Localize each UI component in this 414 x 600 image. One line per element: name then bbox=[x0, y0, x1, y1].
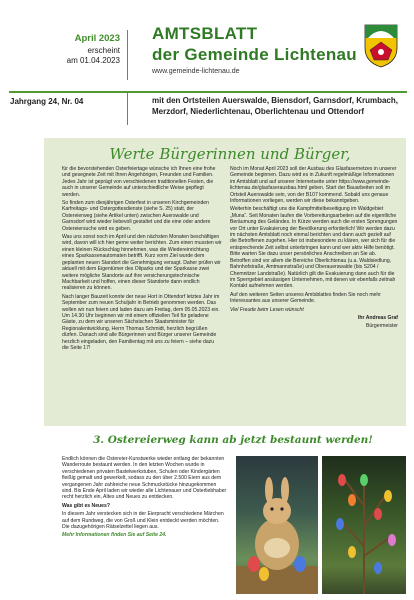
header-divider bbox=[127, 30, 128, 80]
greeting-column-left bbox=[62, 166, 222, 421]
subheading: Was gibt es Neues? bbox=[62, 502, 110, 509]
section-heading: 3. Ostereierweg kann ab jetzt bestaunt werden! bbox=[93, 434, 373, 446]
website-link[interactable]: www.gemeinde-lichtenau.de bbox=[152, 68, 240, 75]
paragraph: für die bevorstehenden Osterfeiertage wünsche ich Ihnen eine frohe und gesegnete Zeit mit Ihren Angehörigen, Freunden und Familien. Jedes Jahr ist geprägt von verschiedenen traditionellen Festen, die auch in unserer Gemeinde auf unterschiedliche Weise gepflegt werden. bbox=[62, 166, 216, 198]
easter-bunny-photo bbox=[236, 456, 318, 594]
appeared-label: erscheint bbox=[87, 46, 120, 55]
decorated-branches-icon bbox=[322, 456, 406, 594]
easter-article bbox=[62, 456, 228, 596]
districts-list: mit den Ortsteilen Auerswalde, Biensdorf, Garnsdorf, Krumbach, Merzdorf, Niederlichtenau, Oberlichtenau und Ottendorf bbox=[152, 96, 398, 116]
appeared-date: am 01.04.2023 bbox=[66, 56, 120, 65]
paragraph: Auf den weiteren Seiten unseres Amtsblattes finden Sie noch mehr Interessantes aus unserer Gemeinde. bbox=[230, 291, 381, 305]
masthead-title: AMTSBLATT bbox=[152, 24, 258, 43]
closing-line: Viel Freude beim Lesen wünscht bbox=[230, 306, 304, 313]
paragraph: Endlich können die Ostereier-Kunstwerke wieder entlang der bekannten Wanderroute bestaunt werden. In den letzten Wochen wurde in verschiedenen privaten Bastelwerkstuben, Schulen oder Kindergärten fleißig gemalt und gewerkelt, sodass zu den über 2.500 Eiern aus dem vergangenen Jahr zahlreiche neue Schmuckstücke hinzugekommen sind. Bis Ende April laden wir wieder alle Lichtenauer und Osterliebhaber recht herzlich ein, Altes und Neues zu entdecken. bbox=[62, 456, 227, 501]
masthead-subtitle: der Gemeinde Lichtenau bbox=[152, 45, 357, 64]
paragraph: Weiterhin beschäftigt uns die Kampfmittelbeseitigung im Waldgebiet „Muna“. Seit Monaten laufen die Vorbereitungsarbeiten auf die eigentliche Beräumung des Geländes. In Kürze werden auch die ersten Sprengungen vor Ort unter Evakuierung der Bevölkerung erforderlich! Wir werden dazu im nächsten Amtsblatt noch einmal berichten und dann auch gezielt auf die Betroffenen zugehen. Hier ist insbesondere zu klären, wer sich für die entsprechende Zeit selbst unterbringen kann und wer aktiv Hilfe benötigt. Bitte warten Sie dazu unser persönliches Anschreiben an Sie ab. Betroffen sind vor allem die Bereiche Oberlichtenau (u.a. Waldsiedlung, Bahnhofstraße, Amtmannstraße) und Oberauerswalde (bis S204 / Chemnitzer Landstraße). Natürlich gilt die Evakuierung dann auch für die im Sperrgebiet ansässigen Unternehmen, mit denen wir ebenfalls zeitnah Kontakt aufnehmen werden. bbox=[230, 206, 398, 290]
paragraph: Noch im Monat April 2023 soll der Ausbau des Glasfasernetzes in unserer Gemeinde beginnen. Dazu wird es in Zukunft regelmäßige Informationen im Amtsblatt und auf unserer Internetseite unter https://www.gemeinde-lichtenau.de/glasfaserausbau.html geben. Start der Bauarbeiten soll im Ortsteil Auerswalde sein, von der B107 kommend. Sobald uns genaue Informationen vorliegen, werden wir diese bekanntgeben. bbox=[230, 166, 397, 205]
greeting-heading: Werte Bürgerinnen und Bürger, bbox=[109, 145, 351, 163]
issue-number: Jahrgang 24, Nr. 04 bbox=[10, 97, 84, 106]
bunny-figure-icon bbox=[236, 456, 318, 594]
publication-date bbox=[10, 46, 120, 66]
greeting-column-right bbox=[230, 166, 398, 421]
signature-role: Bürgermeister bbox=[366, 323, 398, 330]
header-divider-lower bbox=[127, 93, 128, 125]
paragraph: In diesem Jahr verstecken sich in der Eierpracht verschiedene Märchen auf dem Rundweg, die von Groß und Klein entdeckt werden möchten. Die dazugehörigen Rätselzettel liegen aus. bbox=[62, 511, 224, 531]
paragraph: Nach langer Bauzeit konnte der neue Hort in Ottendorf letztes Jahr im September zum neuen Schuljahr in Betrieb genommen werden. Das wollen wir nun feiern und laden dazu am Freitag, dem 05.05.2023 ein. Um 14.30 Uhr beginnen wir mit einem offiziellen Teil für geladene Gäste, zu dem wir unseren Sächsischen Staatsminister für Regionalentwicklung, Herrn Thomas Schmidt, herzlich begrüßen dürfen. Danach sind alle Bürgerinnen und Bürger unserer Gemeinde herzlich eingeladen, den Familientag mit uns zu feiern – siehe dazu die Seite 17! bbox=[62, 293, 220, 351]
easter-eggs-tree-photo bbox=[322, 456, 406, 594]
paragraph: Was uns sonst noch im April und den nächsten Monaten beschäftigen wird, davon will ich hier gerne weiter berichten. Zum einen mussten wir einen kleinen Rückschlag hinnehmen, was die Wiedereinrichtung eines Sparkassenautomaten betrifft. Kurz vorm Ziel wurde dem geplanten neuen Standort die Genehmigung versagt. Daher prüfen wir aktuell mit dem Eigentümer des Oliparks und der Sparkasse zwei weitere mögliche Standorte auf ihre versicherungstechnische Machbarkeit und hoffen, einen dieser Standorte dann endlich realisieren zu können. bbox=[62, 234, 222, 292]
signature-name: Ihr Andreas Graf bbox=[357, 314, 398, 321]
issue-date: April 2023 bbox=[74, 33, 120, 44]
more-info-note: Mehr Informationen finden Sie auf Seite 24. bbox=[62, 532, 167, 539]
coat-of-arms-icon bbox=[364, 24, 398, 68]
paragraph: So finden zum diesjährigen Osterfest in unseren Kirchgemeinden Karfreitags- und Ostergottesdienste (siehe S. 25) statt, der Ostereierweg (siehe Artikel unten) zwischen Auerswalde und Garnsdorf wird wieder liebevoll gestaltet und die eine oder andere Ostereiersuche wird es geben. bbox=[62, 200, 211, 232]
header-rule bbox=[9, 91, 407, 93]
